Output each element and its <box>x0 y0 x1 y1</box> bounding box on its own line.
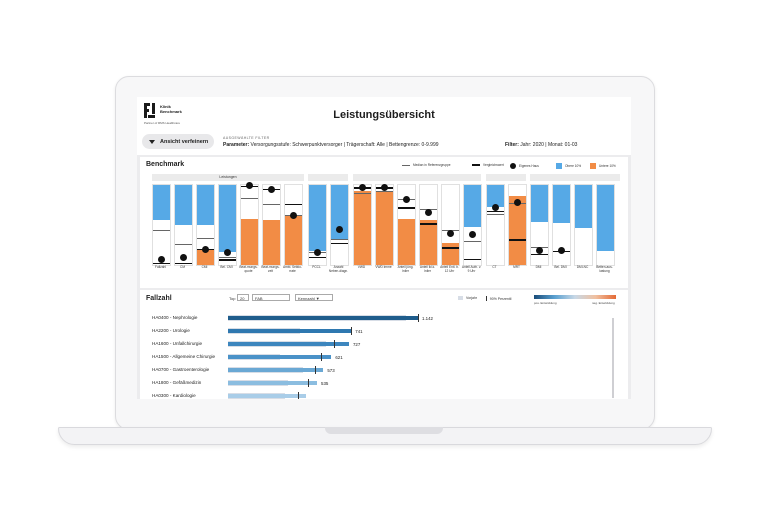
percentile-tick <box>315 366 316 374</box>
fallzahl-bar[interactable] <box>228 355 331 359</box>
benchmark-column-label: DMI-NC <box>576 265 589 269</box>
benchmark-column-label: Fallzahl <box>155 265 166 269</box>
comparison-line <box>309 257 326 258</box>
benchmark-column-label: VWD Imme <box>375 265 392 269</box>
median-line <box>219 257 236 258</box>
comparison-line <box>175 263 192 264</box>
own-hospital-dot <box>290 212 297 219</box>
legend-target-label: Vergleichswert <box>483 163 504 167</box>
filter-parameters-label: Parameter: <box>223 142 250 148</box>
top-label: Top <box>229 296 236 301</box>
percentile-tick <box>321 353 322 361</box>
benchmark-column[interactable] <box>463 184 482 266</box>
page-title: Leistungsübersicht <box>333 109 435 121</box>
benchmark-column-label: Anteil jüng. Inlier <box>397 265 414 273</box>
group-band-4 <box>486 174 526 181</box>
refine-view-label: Ansicht verfeinern <box>160 138 209 145</box>
app-screen <box>137 97 631 399</box>
bottom-10-fill <box>420 220 437 265</box>
own-hospital-dot <box>492 204 499 211</box>
top-count-select[interactable]: 20 <box>237 294 249 301</box>
median-line <box>376 191 393 192</box>
legend-target <box>472 163 504 167</box>
top-10-fill <box>464 185 481 227</box>
own-hospital-dot <box>469 231 476 238</box>
fallzahl-value: 621 <box>335 354 343 360</box>
logo-line1: Klinik <box>160 104 171 109</box>
benchmark-column[interactable] <box>508 184 527 266</box>
benchmark-column[interactable] <box>397 184 416 266</box>
median-line <box>354 193 371 194</box>
comparison-line <box>398 207 415 208</box>
legend-bottom-label: Untere 10% <box>599 164 616 168</box>
benchmark-column[interactable] <box>486 184 505 266</box>
own-hospital-dot <box>558 247 565 254</box>
comparison-line <box>285 204 302 205</box>
benchmark-column-label: CT <box>492 265 497 269</box>
median-line <box>175 244 192 245</box>
group-band-3 <box>353 174 481 181</box>
benchmark-column-label: Anteil lkl.k. Inlier <box>419 265 436 273</box>
benchmark-column[interactable] <box>152 184 171 266</box>
top-10-fill <box>309 185 326 251</box>
fallzahl-bar[interactable] <box>228 368 323 372</box>
top-10-fill <box>597 185 614 251</box>
fallzahl-bar[interactable] <box>228 342 349 346</box>
development-gradient-legend <box>534 295 616 299</box>
median-line <box>197 238 214 239</box>
benchmark-column-label: CMI <box>201 265 208 269</box>
benchmark-column[interactable] <box>240 184 259 266</box>
legend-median <box>402 163 451 167</box>
median-line <box>241 198 258 199</box>
bottom-10-fill <box>285 215 302 265</box>
top-10-fill <box>219 185 236 252</box>
bottom-10-fill <box>442 243 459 265</box>
bottom-10-fill <box>376 191 393 265</box>
benchmark-title: Benchmark <box>146 161 185 168</box>
percentile-tick <box>298 392 299 399</box>
median-line <box>263 204 280 205</box>
fallzahl-row-label: HA1600 - Unfallchirurgie <box>152 341 203 346</box>
fallzahl-bar[interactable] <box>228 381 317 385</box>
fallzahl-value: 741 <box>355 328 363 334</box>
benchmark-column-label: DMI <box>535 265 542 269</box>
top-10-fill <box>153 185 170 220</box>
own-hospital-dot <box>381 184 388 191</box>
own-hospital-dot <box>425 209 432 216</box>
own-hospital-dot <box>158 256 165 263</box>
laptop-notch <box>325 427 443 434</box>
fallzahl-row-label: HA0300 - Kardiologie <box>152 393 196 398</box>
filter-parameters-value: Versorgungsstufe: Schwerpunktversorger | Trägerschaft: Alle | Bettengrenze: 0-9.999 <box>250 142 439 148</box>
benchmark-column[interactable] <box>552 184 571 266</box>
legend-top <box>556 163 581 169</box>
benchmark-column[interactable] <box>284 184 303 266</box>
comparison-line <box>464 259 481 260</box>
filter-period-label: Filter: <box>505 142 519 148</box>
bottom-10-fill <box>241 219 258 265</box>
page-header <box>137 97 631 155</box>
gradient-right-label: neg. Entwicklung <box>592 301 615 305</box>
legend-percentile-label: 90% Perzentil <box>489 296 512 301</box>
benchmark-column-label: PCCL <box>312 265 321 269</box>
sort-select[interactable]: Kennzahl ▼ <box>295 294 333 301</box>
top-10-fill <box>531 185 548 222</box>
gradient-left-label: pos. Entwicklung <box>534 301 557 305</box>
filter-funnel-icon <box>149 140 155 144</box>
benchmark-column[interactable] <box>574 184 593 266</box>
benchmark-column[interactable] <box>353 184 372 266</box>
top-10-fill <box>553 185 570 223</box>
fallzahl-bar[interactable] <box>228 329 351 333</box>
fallzahl-bar[interactable] <box>228 394 306 398</box>
median-line <box>464 241 481 242</box>
fallzahl-value: 535 <box>321 380 329 386</box>
legend-own-label: Eigenes Haus <box>519 164 539 168</box>
top-10-fill <box>197 185 214 225</box>
percentile-tick <box>418 314 419 322</box>
benchmark-column[interactable] <box>441 184 460 266</box>
benchmark-column-label: Beat-mungs-quote <box>239 265 258 273</box>
benchmark-column[interactable] <box>375 184 394 266</box>
fallzahl-title: Fallzahl <box>146 295 172 302</box>
group-band-leistungen: Leistungen <box>152 174 304 181</box>
filter-parameters <box>223 142 439 148</box>
own-hospital-dot <box>447 230 454 237</box>
legend-prev-year <box>458 296 477 300</box>
own-hospital-dot <box>202 246 209 253</box>
percentile-tick <box>334 340 335 348</box>
benchmark-column[interactable] <box>218 184 237 266</box>
benchmark-column-label: Anteil Entl. b. 12 Uhr <box>440 265 459 273</box>
own-hospital-dot <box>224 249 231 256</box>
bottom-10-fill <box>354 191 371 265</box>
benchmark-column[interactable] <box>330 184 349 266</box>
group-band-2 <box>308 174 348 181</box>
fallzahl-row-label: HA2200 - Urologie <box>152 328 190 333</box>
benchmark-column[interactable] <box>196 184 215 266</box>
comparison-line <box>420 223 437 224</box>
benchmark-column[interactable] <box>530 184 549 266</box>
own-hospital-dot <box>314 249 321 256</box>
benchmark-column[interactable] <box>308 184 327 266</box>
fallzahl-value: 1.142 <box>422 315 433 321</box>
median-line <box>331 239 348 240</box>
percentile-tick <box>351 327 352 335</box>
bottom-10-fill <box>263 220 280 265</box>
legend-prev-year-label: Vorjahr <box>466 296 478 300</box>
fallzahl-value: 727 <box>352 341 361 347</box>
filter-period-value: Jahr: 2020 | Monat: 01-03 <box>520 142 578 148</box>
top-10-fill <box>175 185 192 225</box>
benchmark-column-label: Bel. CMI <box>220 265 233 269</box>
benchmark-column[interactable] <box>174 184 193 266</box>
benchmark-column[interactable] <box>262 184 281 266</box>
fallzahl-row-label: HA1800 - Gefäßmedizin <box>152 380 202 385</box>
department-select[interactable]: FAB <box>252 294 290 301</box>
logo-line2: Benchmark <box>160 109 182 114</box>
own-hospital-dot <box>403 196 410 203</box>
selected-filters-caption: AUSGEWÄHLTE FILTER <box>223 136 270 140</box>
fallzahl-row-label: HA0700 - Gastroenterologie <box>152 367 210 372</box>
legend-own <box>510 163 539 169</box>
benchmark-column-label: VWD <box>357 265 366 269</box>
comparison-line <box>442 247 459 248</box>
legend-top-label: Obere 10% <box>565 164 582 168</box>
benchmark-column-label: Anzahl Neben-diagn. <box>328 265 349 273</box>
fallzahl-panel <box>140 290 628 399</box>
fallzahl-row-label: HA0400 - Nephrologie <box>152 315 198 320</box>
bottom-10-fill <box>398 219 415 265</box>
refine-view-button[interactable] <box>142 134 214 149</box>
comparison-line <box>219 259 236 260</box>
median-line <box>153 230 170 231</box>
filter-period <box>505 142 577 148</box>
legend-bottom <box>590 163 616 169</box>
benchmark-panel <box>140 157 628 288</box>
benchmark-column-label: Beat-mungs-zeit <box>261 265 280 273</box>
own-hospital-dot <box>268 186 275 193</box>
fallzahl-row-label: HA1500 - Allgemeine Chirurgie <box>152 354 216 359</box>
benchmark-column-label: CM <box>180 265 185 269</box>
bottom-10-fill <box>509 196 526 265</box>
own-hospital-dot <box>359 184 366 191</box>
benchmark-column-label: Bel. DMI <box>554 265 567 269</box>
logo-tagline: Partner of RMS Healthcare <box>144 121 181 125</box>
comparison-line <box>509 239 526 240</box>
benchmark-column-label: Ambl. Sektio-rrate <box>283 265 302 273</box>
benchmark-column-label: Anteil Aufn. v. 9 Uhr <box>461 265 482 273</box>
benchmark-column[interactable] <box>419 184 438 266</box>
benchmark-column[interactable] <box>596 184 615 266</box>
fallzahl-scrollbar[interactable] <box>612 318 614 398</box>
fallzahl-bar[interactable] <box>228 316 418 320</box>
comparison-line <box>331 243 348 244</box>
legend-median-label: Median in Referenzgruppe <box>413 163 451 167</box>
top-10-fill <box>575 185 592 228</box>
fallzahl-value: 573 <box>327 367 335 373</box>
own-hospital-dot <box>180 254 187 261</box>
benchmark-column-label: Betten-aus-lastung <box>596 265 613 273</box>
group-band-5 <box>530 174 620 181</box>
legend-percentile <box>486 296 511 301</box>
own-hospital-dot <box>246 182 253 189</box>
benchmark-column-label: MRT <box>513 265 520 269</box>
percentile-tick <box>308 379 309 387</box>
median-line <box>487 214 504 215</box>
